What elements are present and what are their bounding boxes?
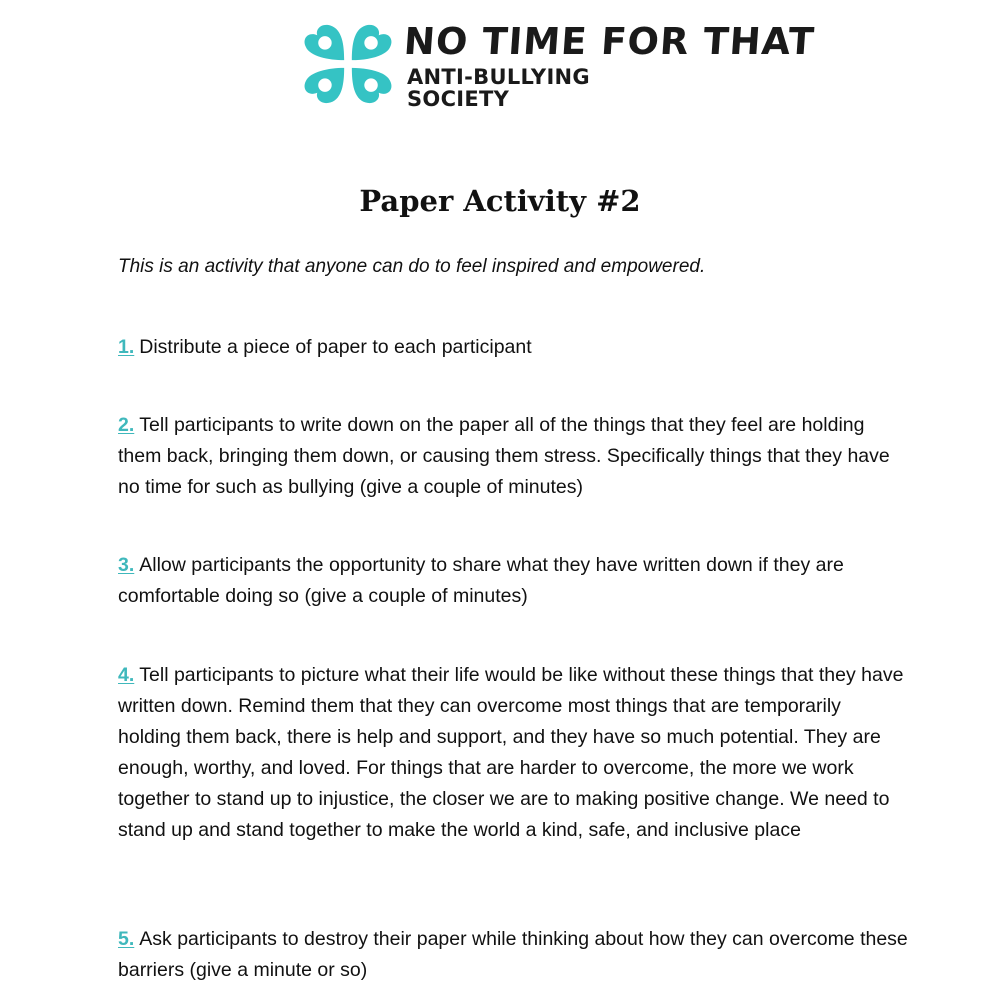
logo-subtitle-line-1: ANTI-BULLYING xyxy=(407,65,590,89)
step-text: Allow participants the opportunity to share what they have written down if they are comfortable doing so (give a couple of minutes) xyxy=(118,554,844,607)
step-text: Tell participants to picture what their life would be like without these things that they have written down. Remind them that they can overcome most things that are temporarily holding them back, there is help and support, and they have so much potential. They are enough, worthy, and loved. For things that are harder to overcome, the more we work together to stand up to injustice, the closer we are to making positive change. We need to stand up and stand together to make the world a kind, safe, and inclusive place xyxy=(118,664,904,841)
step-item xyxy=(118,660,908,846)
four-hearts-clover-icon xyxy=(300,16,396,112)
organization-logo xyxy=(300,14,817,114)
step-item xyxy=(118,924,908,986)
step-item xyxy=(118,550,908,612)
logo-title: NO TIME FOR THAT xyxy=(402,20,817,63)
step-number-link[interactable]: 3. xyxy=(118,554,135,576)
step-item xyxy=(118,410,908,503)
logo-subtitle-line-2: SOCIETY xyxy=(407,87,510,111)
step-number-link[interactable]: 4. xyxy=(118,664,135,686)
step-text: Tell participants to write down on the paper all of the things that they feel are holding them back, bringing them down, or causing them stress. Specifically things that they have no time for such as bullying (give a couple of minutes) xyxy=(118,414,890,498)
intro-text: This is an activity that anyone can do to feel inspired and empowered. xyxy=(118,256,706,277)
logo-subtitle xyxy=(407,66,590,110)
step-text: Ask participants to destroy their paper while thinking about how they can overcome these barriers (give a minute or so) xyxy=(118,928,908,981)
step-item xyxy=(118,332,908,363)
step-text: Distribute a piece of paper to each participant xyxy=(139,336,532,358)
step-number-link[interactable]: 2. xyxy=(118,414,135,436)
step-number-link[interactable]: 5. xyxy=(118,928,135,950)
step-number-link[interactable]: 1. xyxy=(118,336,135,358)
page-title: Paper Activity #2 xyxy=(359,184,641,218)
